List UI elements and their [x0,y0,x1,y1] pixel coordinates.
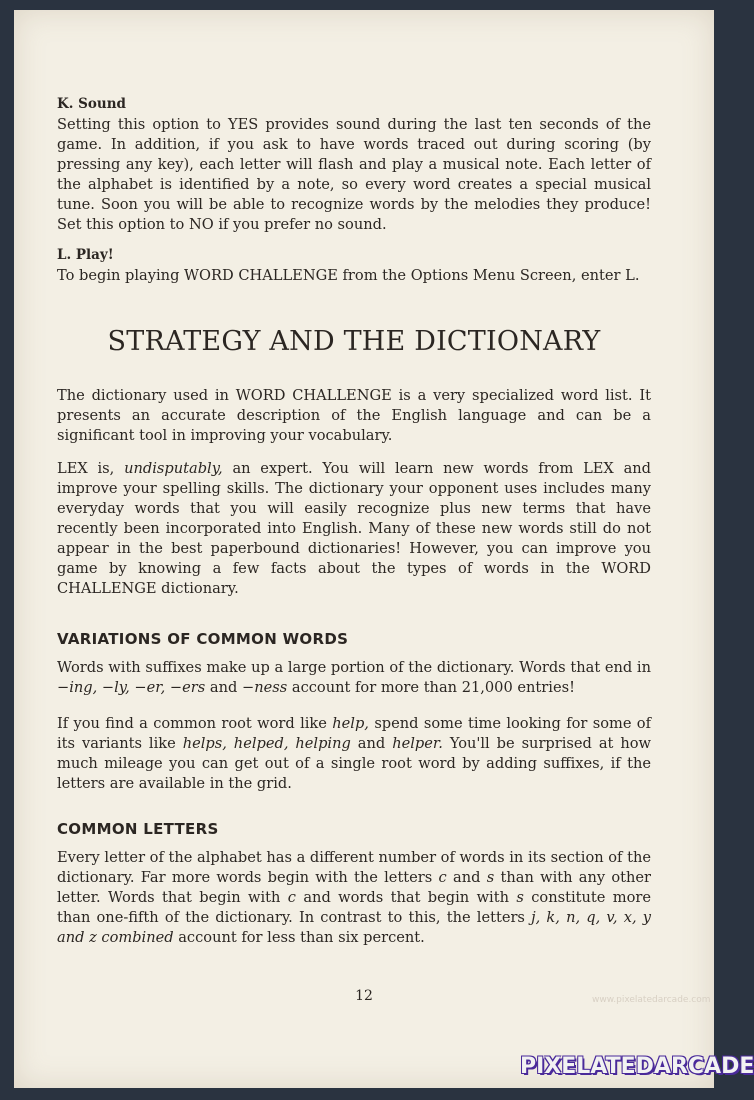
page-number: 12 [355,988,373,1004]
intro-paragraph-1: The dictionary used in WORD CHALLENGE is a very specialized word list. It presents an accurate description of the English language and can be a significant tool in improving your vocabulary. [57,387,651,444]
sound-heading: K. Sound [57,96,126,112]
watermark-logo: PIXELATEDARCADE [520,1054,754,1079]
manual-page [14,10,714,1088]
sound-text: Setting this option to YES provides sound during the last ten seconds of the game. In addition, if you ask to have words traced out during scoring (by pressing any key), each letter will flash and play a musical note. Each letter of the alphabet is identified by a note, so every word creates a special musical tune. Soon you will be able to recognize words by the melodies they produce! Set this option to NO if you prefer no sound. [57,116,651,233]
variations-paragraph-1: Words with suffixes make up a large portion of the dictionary. Words that end in −ing, −ly, −er, −ers and −ness account for more than 21,000 entries! [57,659,651,696]
variations-heading: VARIATIONS OF COMMON WORDS [57,630,349,648]
page-content [57,94,651,948]
letters-heading: COMMON LETTERS [57,820,219,838]
site-url: www.pixelatedarcade.com [592,995,711,1005]
section-title: STRATEGY AND THE DICTIONARY [107,326,601,357]
intro-paragraph-2: LEX is, undisputably, an expert. You will learn new words from LEX and improve your spelling skills. The dictionary your opponent uses includes many everyday words that you will easily recognize plus new terms that have recently been incorporated into English. Many of these new words still do not appear in the best paperbound dictionaries! However, you can improve you game by knowing a few facts about the types of words in the WORD CHALLENGE dictionary. [57,460,652,597]
letters-paragraph: Every letter of the alphabet has a different number of words in its section of the dictionary. Far more words begin with the letters c and s than with any other letter. Words that begin with c and words that begin with s constitute more than one-fifth of the dictionary. In contrast to this, the letters j, k, n, q, v, x, y and z combined account for less than six percent. [57,849,652,946]
variations-paragraph-2: If you find a common root word like help, spend some time looking for some of its variants like helps, helped, helping and helper. You'll be surprised at how much mileage you can get out of a single root word by adding suffixes, if the letters are available in the grid. [57,715,652,792]
play-heading: L. Play! [57,247,114,263]
play-text: To begin playing WORD CHALLENGE from the Options Menu Screen, enter L. [57,267,640,284]
